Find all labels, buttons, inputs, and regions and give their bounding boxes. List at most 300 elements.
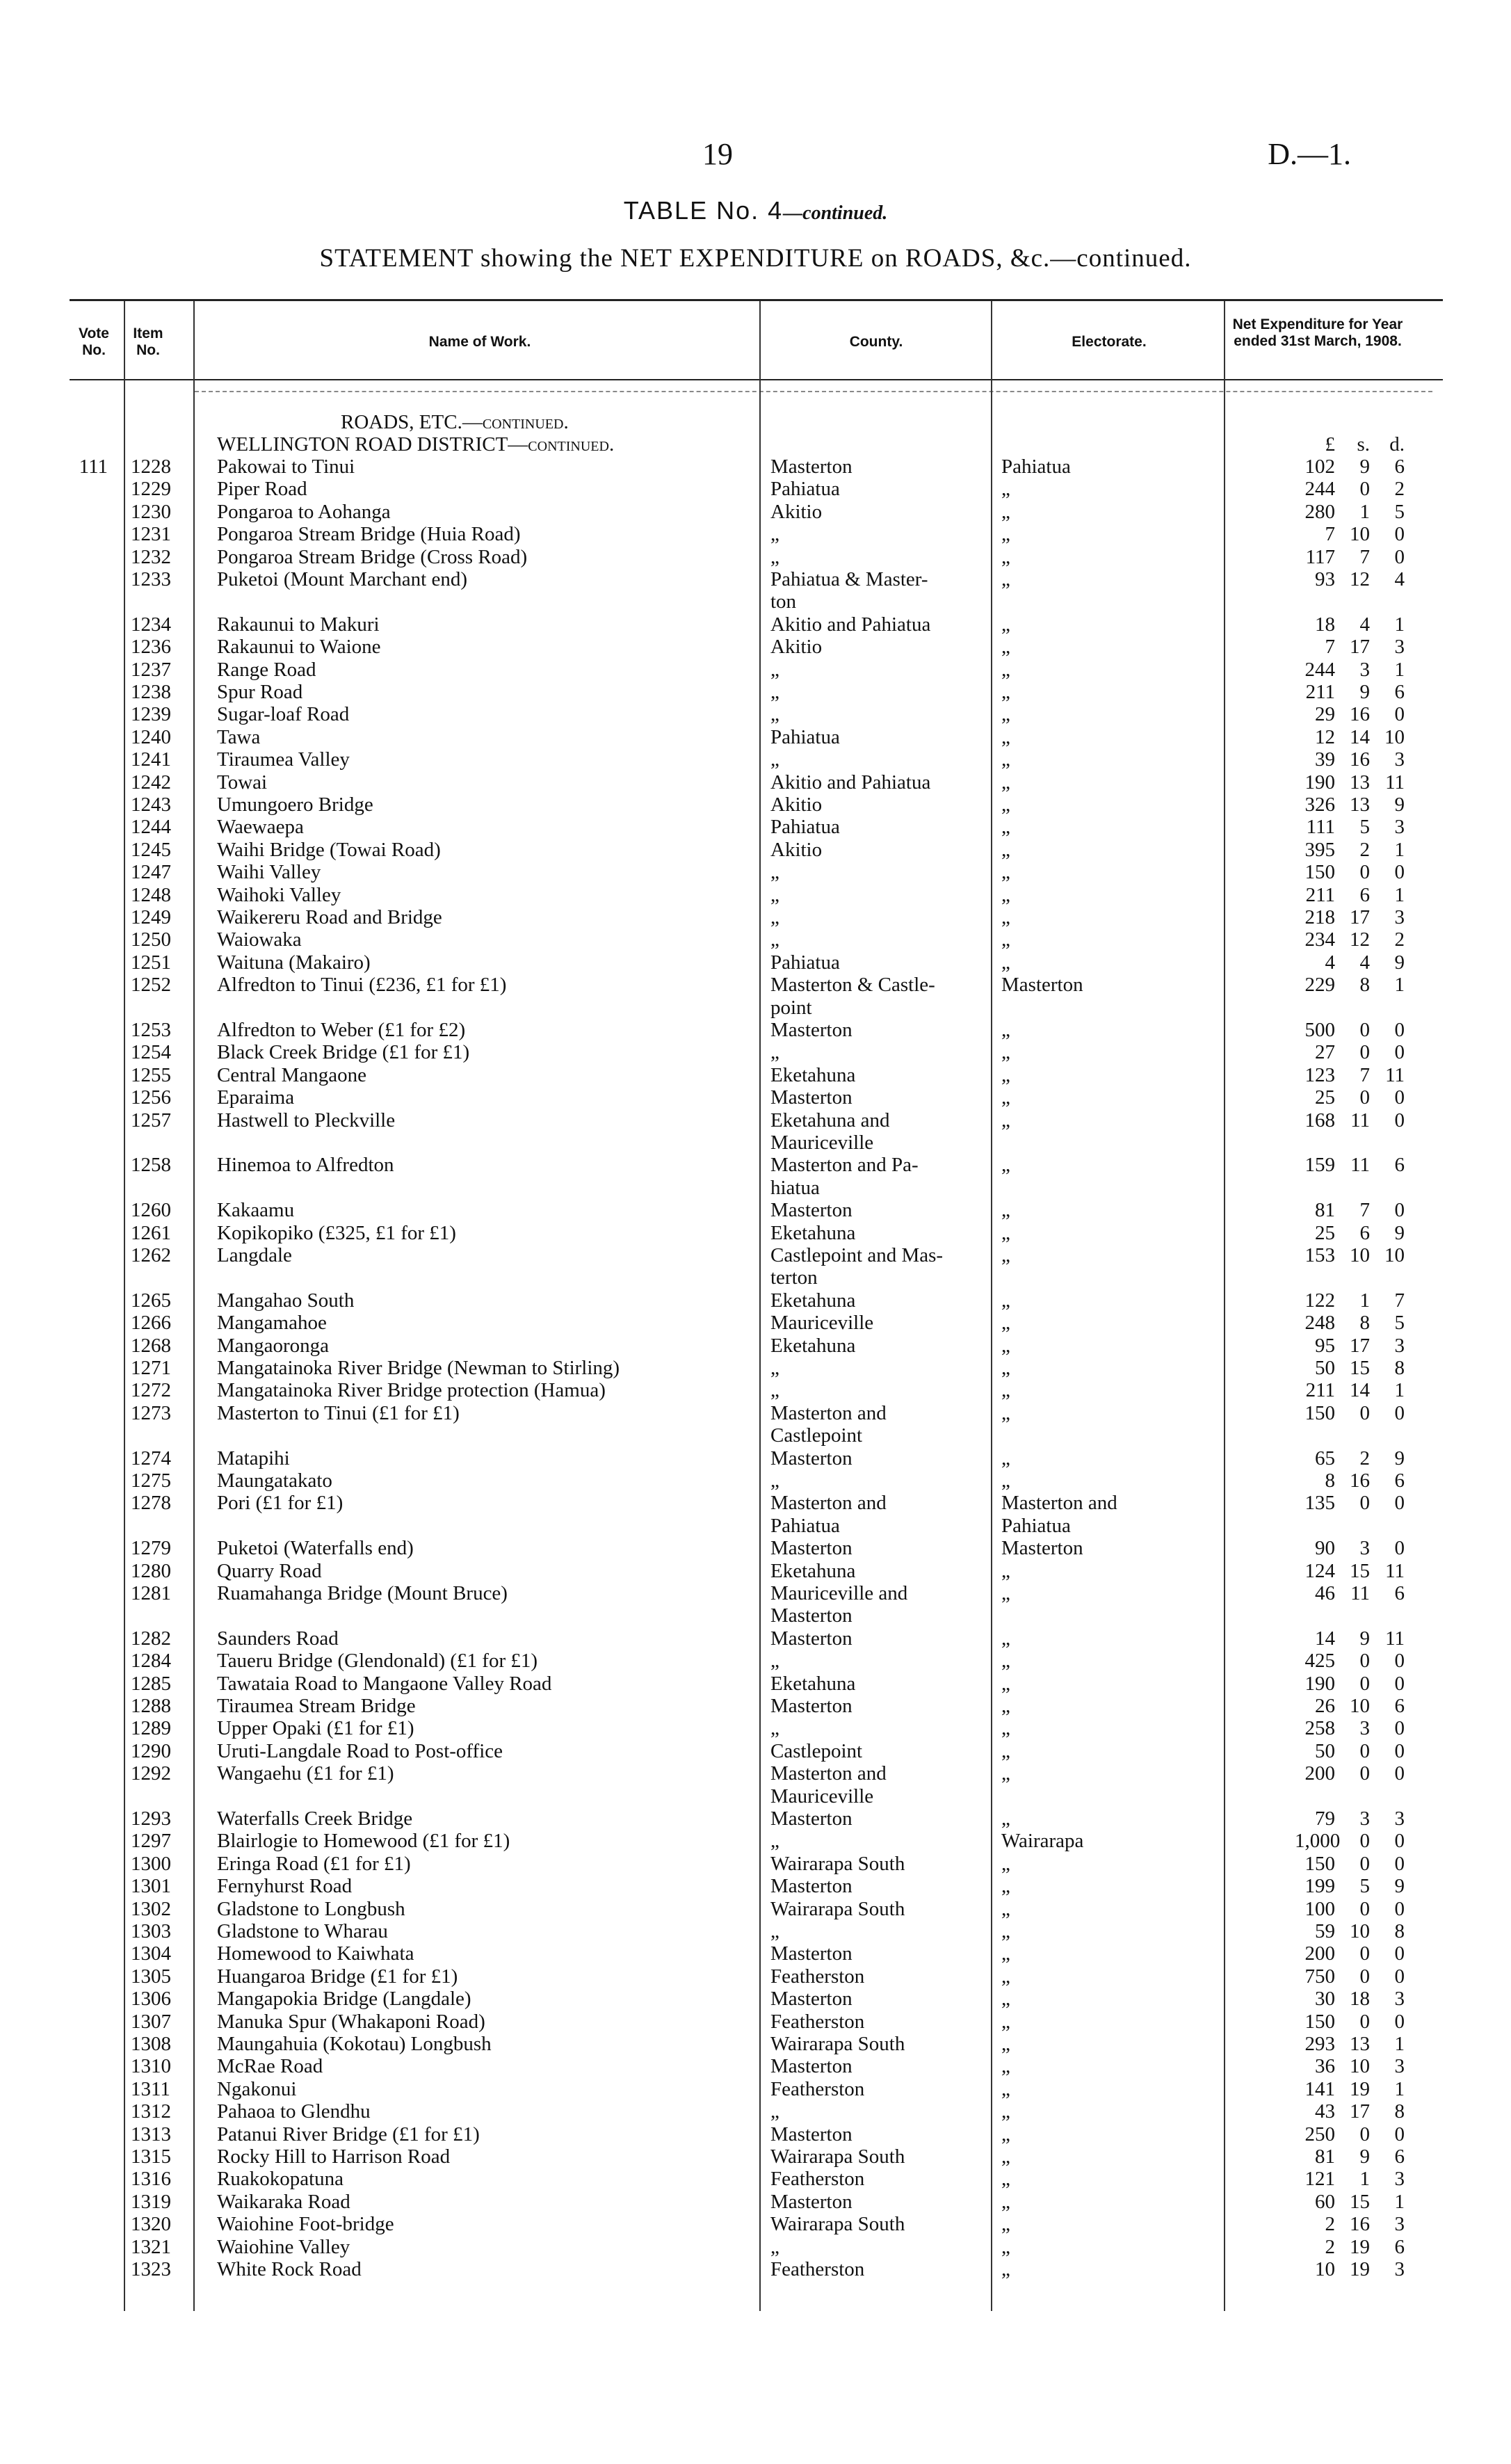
- amount-pence: 9: [1394, 1221, 1405, 1244]
- electorate: „: [1001, 951, 1010, 974]
- amount-pounds: 141: [1304, 2077, 1335, 2100]
- amount-pounds: 200: [1304, 1762, 1335, 1785]
- electorate: „: [1001, 1717, 1010, 1740]
- amount-shillings: 9: [1359, 1627, 1370, 1650]
- county-cont: point: [770, 996, 812, 1019]
- table-subtitle: STATEMENT showing the NET EXPENDITURE on ROADS, &c.—continued.: [319, 244, 1192, 273]
- amount-pounds: 150: [1304, 861, 1335, 884]
- work-name: Alfredton to Weber (£1 for £2): [217, 1019, 466, 1041]
- electorate: „: [1001, 1672, 1010, 1695]
- work-name: Matapihi: [217, 1447, 290, 1469]
- item-number: 1303: [131, 1920, 171, 1942]
- work-name: Tawa: [217, 725, 261, 748]
- electorate: „: [1001, 613, 1010, 636]
- county: Akitio: [770, 838, 823, 861]
- item-number: 1281: [131, 1582, 171, 1604]
- work-name: Ngakonui: [217, 2077, 297, 2100]
- amount-shillings: 15: [1350, 2190, 1370, 2213]
- amount-pence: 2: [1394, 928, 1405, 951]
- amount-shillings: 15: [1350, 1357, 1370, 1379]
- work-name: Waikereru Road and Bridge: [217, 906, 442, 928]
- amount-shillings: 19: [1350, 2077, 1370, 2100]
- item-number: 1300: [131, 1852, 171, 1875]
- amount-pounds: 93: [1315, 568, 1335, 590]
- amount-pounds: 79: [1315, 1807, 1335, 1830]
- item-number: 1231: [131, 523, 171, 546]
- amount-pounds: 39: [1315, 748, 1335, 771]
- work-name: Towai: [217, 771, 268, 794]
- county: Mauriceville: [770, 1312, 874, 1335]
- work-name: Kopikopiko (£325, £1 for £1): [217, 1221, 456, 1244]
- county: Akitio: [770, 794, 823, 816]
- amount-pence: 1: [1394, 838, 1405, 861]
- county: Eketahuna: [770, 1221, 856, 1244]
- county: Featherston: [770, 1965, 865, 1988]
- amount-pence: 8: [1394, 1357, 1405, 1379]
- amount-shillings: 3: [1359, 658, 1370, 681]
- county: Masterton: [770, 2190, 853, 2213]
- amount-pounds: 200: [1304, 1942, 1335, 1965]
- county: Masterton: [770, 1807, 853, 1830]
- item-number: 1233: [131, 568, 171, 590]
- electorate: „: [1001, 1988, 1010, 2011]
- amount-shillings: 0: [1359, 1965, 1370, 1988]
- electorate: „: [1001, 1739, 1010, 1762]
- item-number: 1275: [131, 1469, 171, 1492]
- electorate: Masterton and: [1001, 1492, 1117, 1515]
- amount-pounds: 1,000: [1295, 1830, 1341, 1853]
- electorate: „: [1001, 1897, 1010, 1920]
- amount-shillings: 6: [1359, 1221, 1370, 1244]
- work-name: Rakaunui to Makuri: [217, 613, 380, 636]
- amount-pounds: 10: [1315, 2258, 1335, 2280]
- amount-pounds: 59: [1315, 1920, 1335, 1942]
- item-number: 1323: [131, 2258, 171, 2280]
- amount-pence: 3: [1394, 2258, 1405, 2280]
- electorate: „: [1001, 2235, 1010, 2258]
- county: Wairarapa South: [770, 2213, 905, 2236]
- amount-shillings: 13: [1350, 2033, 1370, 2055]
- item-number: 1313: [131, 2123, 171, 2145]
- amount-pounds: 36: [1315, 2055, 1335, 2078]
- amount-pence: 1: [1394, 2077, 1405, 2100]
- item-number: 1278: [131, 1492, 171, 1515]
- amount-pounds: 2: [1325, 2213, 1335, 2236]
- amount-pounds: 60: [1315, 2190, 1335, 2213]
- amount-shillings: 0: [1359, 1086, 1370, 1109]
- work-name: Fernyhurst Road: [217, 1875, 353, 1898]
- amount-shillings: 16: [1350, 1469, 1370, 1492]
- pence-symbol: d.: [1389, 433, 1405, 456]
- electorate: „: [1001, 2145, 1010, 2168]
- county: Featherston: [770, 2258, 865, 2280]
- amount-pence: 3: [1394, 906, 1405, 928]
- amount-pounds: 199: [1304, 1875, 1335, 1898]
- county: Akitio: [770, 500, 823, 523]
- electorate: Masterton: [1001, 974, 1083, 997]
- work-name: Mangahao South: [217, 1289, 355, 1312]
- item-number: 1253: [131, 1019, 171, 1041]
- item-number: 1282: [131, 1627, 171, 1650]
- amount-shillings: 0: [1359, 1019, 1370, 1041]
- county: Pahiatua: [770, 951, 840, 974]
- header-electorate: Electorate.: [1072, 334, 1147, 350]
- electorate: „: [1001, 1762, 1010, 1785]
- item-number: 1279: [131, 1537, 171, 1560]
- amount-shillings: 0: [1359, 1942, 1370, 1965]
- amount-pounds: 100: [1304, 1897, 1335, 1920]
- item-number: 1321: [131, 2235, 171, 2258]
- amount-pence: 6: [1394, 2145, 1405, 2168]
- item-number: 1237: [131, 658, 171, 681]
- amount-pounds: 250: [1304, 2123, 1335, 2145]
- amount-pence: 1: [1394, 974, 1405, 997]
- amount-pence: 3: [1394, 636, 1405, 659]
- header-dashed-rule: [195, 391, 1432, 392]
- electorate: „: [1001, 478, 1010, 501]
- amount-shillings: 2: [1359, 1447, 1370, 1469]
- county: „: [770, 1830, 779, 1853]
- county: Wairarapa South: [770, 1897, 905, 1920]
- electorate: Pahiatua: [1001, 456, 1071, 478]
- electorate: „: [1001, 1199, 1010, 1222]
- header-vote: Vote No.: [79, 325, 109, 358]
- item-number: 1306: [131, 1988, 171, 2011]
- county: Masterton: [770, 1086, 853, 1109]
- electorate: „: [1001, 2100, 1010, 2123]
- amount-pounds: 159: [1304, 1154, 1335, 1177]
- header-bottom-rule: [70, 379, 1443, 380]
- item-number: 1250: [131, 928, 171, 951]
- amount-pence: 9: [1394, 951, 1405, 974]
- work-name: Spur Road: [217, 681, 303, 703]
- county: Masterton & Castle-: [770, 974, 935, 997]
- item-number: 1229: [131, 478, 171, 501]
- electorate: „: [1001, 658, 1010, 681]
- item-number: 1260: [131, 1199, 171, 1222]
- item-number: 1261: [131, 1221, 171, 1244]
- amount-pence: 1: [1394, 2033, 1405, 2055]
- electorate: „: [1001, 1920, 1010, 1942]
- work-name: Wangaehu (£1 for £1): [217, 1762, 394, 1785]
- amount-pounds: 8: [1325, 1469, 1335, 1492]
- amount-shillings: 16: [1350, 748, 1370, 771]
- county-cont: ton: [770, 590, 797, 613]
- item-number: 1254: [131, 1041, 171, 1064]
- item-number: 1271: [131, 1357, 171, 1379]
- work-name: Waiohine Valley: [217, 2235, 350, 2258]
- county: Pahiatua: [770, 725, 840, 748]
- amount-pence: 0: [1394, 1041, 1405, 1064]
- amount-pence: 6: [1394, 1695, 1405, 1717]
- amount-pounds: 123: [1304, 1063, 1335, 1086]
- work-name: Tiraumea Stream Bridge: [217, 1695, 416, 1717]
- item-number: 1241: [131, 748, 171, 771]
- county: Masterton: [770, 1199, 853, 1222]
- work-name: McRae Road: [217, 2055, 323, 2078]
- electorate: „: [1001, 1312, 1010, 1335]
- county: Eketahuna and: [770, 1109, 890, 1132]
- amount-shillings: 10: [1350, 2055, 1370, 2078]
- county: Masterton: [770, 1942, 853, 1965]
- work-name: Huangaroa Bridge (£1 for £1): [217, 1965, 458, 1988]
- electorate: „: [1001, 748, 1010, 771]
- amount-pence: 0: [1394, 1650, 1405, 1673]
- amount-pence: 1: [1394, 658, 1405, 681]
- amount-pounds: 190: [1304, 771, 1335, 794]
- work-name: White Rock Road: [217, 2258, 362, 2280]
- county: Featherston: [770, 2168, 865, 2191]
- col-line-electorate: [1224, 301, 1225, 2311]
- work-name: Waewaepa: [217, 816, 304, 839]
- amount-pounds: 244: [1304, 478, 1335, 501]
- county: „: [770, 681, 779, 703]
- county: Masterton: [770, 1695, 853, 1717]
- col-line-name: [759, 301, 761, 2311]
- work-name: Eringa Road (£1 for £1): [217, 1852, 411, 1875]
- amount-shillings: 14: [1350, 1379, 1370, 1402]
- amount-pence: 5: [1394, 500, 1405, 523]
- item-number: 1305: [131, 1965, 171, 1988]
- amount-pounds: 150: [1304, 1852, 1335, 1875]
- amount-pounds: 211: [1305, 681, 1335, 703]
- work-name: Uruti-Langdale Road to Post-office: [217, 1739, 503, 1762]
- item-number: 1308: [131, 2033, 171, 2055]
- county: „: [770, 545, 779, 568]
- county: Castlepoint: [770, 1739, 863, 1762]
- item-number: 1301: [131, 1875, 171, 1898]
- amount-pence: 0: [1394, 1739, 1405, 1762]
- amount-pence: 0: [1394, 1672, 1405, 1695]
- amount-pence: 1: [1394, 883, 1405, 906]
- electorate: „: [1001, 681, 1010, 703]
- electorate: „: [1001, 1221, 1010, 1244]
- amount-shillings: 11: [1350, 1582, 1370, 1604]
- amount-pounds: 168: [1304, 1109, 1335, 1132]
- amount-pounds: 30: [1315, 1988, 1335, 2011]
- amount-pence: 0: [1394, 1109, 1405, 1132]
- amount-pence: 3: [1394, 748, 1405, 771]
- amount-pounds: 124: [1304, 1559, 1335, 1582]
- item-number: 1288: [131, 1695, 171, 1717]
- amount-pence: 6: [1394, 456, 1405, 478]
- amount-pence: 0: [1394, 1965, 1405, 1988]
- work-name: Waiohine Foot-bridge: [217, 2213, 394, 2236]
- amount-pounds: 46: [1315, 1582, 1335, 1604]
- amount-shillings: 19: [1350, 2258, 1370, 2280]
- item-number: 1307: [131, 2010, 171, 2033]
- work-name: Upper Opaki (£1 for £1): [217, 1717, 414, 1740]
- electorate: „: [1001, 636, 1010, 659]
- work-name: Hinemoa to Alfredton: [217, 1154, 394, 1177]
- item-number: 1239: [131, 703, 171, 726]
- work-name: Hastwell to Pleckville: [217, 1109, 396, 1132]
- county: Masterton and: [770, 1401, 887, 1424]
- amount-shillings: 2: [1359, 838, 1370, 861]
- electorate: „: [1001, 1086, 1010, 1109]
- item-number: 1315: [131, 2145, 171, 2168]
- item-number: 1280: [131, 1559, 171, 1582]
- county: „: [770, 906, 779, 928]
- county: Eketahuna: [770, 1289, 856, 1312]
- amount-pence: 6: [1394, 2235, 1405, 2258]
- work-name: Rocky Hill to Harrison Road: [217, 2145, 451, 2168]
- amount-shillings: 14: [1350, 725, 1370, 748]
- electorate: „: [1001, 545, 1010, 568]
- item-number: 1289: [131, 1717, 171, 1740]
- amount-shillings: 0: [1359, 1041, 1370, 1064]
- electorate: „: [1001, 1334, 1010, 1357]
- amount-pence: 10: [1384, 725, 1405, 748]
- county: Masterton: [770, 1019, 853, 1041]
- amount-shillings: 19: [1350, 2235, 1370, 2258]
- county: Eketahuna: [770, 1672, 856, 1695]
- amount-pounds: 50: [1315, 1357, 1335, 1379]
- amount-pounds: 12: [1315, 725, 1335, 748]
- section-roads-label: ROADS, ETC.—continued.: [341, 411, 569, 433]
- amount-shillings: 16: [1350, 703, 1370, 726]
- item-number: 1265: [131, 1289, 171, 1312]
- county-cont: hiatua: [770, 1176, 820, 1199]
- amount-pence: 0: [1394, 1019, 1405, 1041]
- amount-shillings: 12: [1350, 928, 1370, 951]
- section-district-label: WELLINGTON ROAD DISTRICT—continued.: [217, 433, 615, 456]
- amount-shillings: 3: [1359, 1537, 1370, 1560]
- electorate: „: [1001, 703, 1010, 726]
- item-number: 1249: [131, 906, 171, 928]
- county: „: [770, 2235, 779, 2258]
- amount-pounds: 229: [1304, 974, 1335, 997]
- amount-pence: 6: [1394, 681, 1405, 703]
- amount-pence: 4: [1394, 568, 1405, 590]
- electorate: „: [1001, 1650, 1010, 1673]
- work-name: Ruakokopatuna: [217, 2168, 344, 2191]
- amount-pence: 9: [1394, 1875, 1405, 1898]
- vote-number: 111: [79, 456, 108, 478]
- county: Pahiatua: [770, 816, 840, 839]
- amount-pence: 8: [1394, 2100, 1405, 2123]
- amount-pounds: 122: [1304, 1289, 1335, 1312]
- electorate: „: [1001, 1041, 1010, 1064]
- item-number: 1304: [131, 1942, 171, 1965]
- header-item: Item No.: [133, 325, 163, 358]
- item-number: 1316: [131, 2168, 171, 2191]
- electorate: Masterton: [1001, 1537, 1083, 1560]
- amount-shillings: 13: [1350, 771, 1370, 794]
- electorate: „: [1001, 1447, 1010, 1469]
- item-number: 1243: [131, 794, 171, 816]
- electorate: „: [1001, 1357, 1010, 1379]
- electorate: „: [1001, 1379, 1010, 1402]
- electorate: „: [1001, 1875, 1010, 1898]
- amount-shillings: 0: [1359, 1852, 1370, 1875]
- electorate: „: [1001, 771, 1010, 794]
- table-title: [0, 196, 1511, 225]
- amount-pounds: 25: [1315, 1221, 1335, 1244]
- amount-shillings: 10: [1350, 523, 1370, 546]
- work-name: Langdale: [217, 1244, 292, 1266]
- county: Wairarapa South: [770, 1852, 905, 1875]
- county: „: [770, 1650, 779, 1673]
- electorate: „: [1001, 1109, 1010, 1132]
- item-number: 1284: [131, 1650, 171, 1673]
- work-name: Manuka Spur (Whakaponi Road): [217, 2010, 485, 2033]
- electorate: „: [1001, 1469, 1010, 1492]
- county: Wairarapa South: [770, 2033, 905, 2055]
- electorate: „: [1001, 1852, 1010, 1875]
- work-name: Black Creek Bridge (£1 for £1): [217, 1041, 470, 1064]
- county: Masterton and: [770, 1492, 887, 1515]
- work-name: Mangapokia Bridge (Langdale): [217, 1988, 471, 2011]
- county: Akitio: [770, 636, 823, 659]
- amount-pence: 1: [1394, 1379, 1405, 1402]
- electorate: „: [1001, 1627, 1010, 1650]
- work-name: Maungahuia (Kokotau) Longbush: [217, 2033, 492, 2055]
- work-name: Waituna (Makairo): [217, 951, 371, 974]
- amount-pounds: 135: [1304, 1492, 1335, 1515]
- amount-pounds: 425: [1304, 1650, 1335, 1673]
- amount-pounds: 258: [1304, 1717, 1335, 1740]
- amount-shillings: 0: [1359, 2123, 1370, 2145]
- amount-pounds: 750: [1304, 1965, 1335, 1988]
- amount-shillings: 6: [1359, 883, 1370, 906]
- amount-shillings: 17: [1350, 636, 1370, 659]
- county: Castlepoint and Mas-: [770, 1244, 944, 1266]
- amount-shillings: 0: [1359, 1672, 1370, 1695]
- county: „: [770, 861, 779, 884]
- amount-pounds: 293: [1304, 2033, 1335, 2055]
- county: Featherston: [770, 2010, 865, 2033]
- item-number: 1238: [131, 681, 171, 703]
- amount-pence: 0: [1394, 1897, 1405, 1920]
- amount-pounds: 7: [1325, 636, 1335, 659]
- amount-pence: 11: [1385, 1559, 1405, 1582]
- electorate: „: [1001, 2010, 1010, 2033]
- electorate: „: [1001, 500, 1010, 523]
- amount-pounds: 90: [1315, 1537, 1335, 1560]
- electorate: „: [1001, 816, 1010, 839]
- electorate: „: [1001, 1965, 1010, 1988]
- amount-pence: 3: [1394, 1334, 1405, 1357]
- amount-pence: 11: [1385, 771, 1405, 794]
- item-number: 1266: [131, 1312, 171, 1335]
- work-name: Pakowai to Tinui: [217, 456, 355, 478]
- amount-pounds: 150: [1304, 2010, 1335, 2033]
- amount-pence: 0: [1394, 1537, 1405, 1560]
- amount-pounds: 280: [1304, 500, 1335, 523]
- amount-shillings: 9: [1359, 681, 1370, 703]
- col-line-vote: [124, 301, 125, 2311]
- amount-shillings: 17: [1350, 2100, 1370, 2123]
- work-name: Pongaroa Stream Bridge (Huia Road): [217, 523, 521, 546]
- electorate: „: [1001, 906, 1010, 928]
- amount-pounds: 43: [1315, 2100, 1335, 2123]
- amount-pence: 6: [1394, 1154, 1405, 1177]
- work-name: Rakaunui to Waione: [217, 636, 381, 659]
- amount-shillings: 4: [1359, 951, 1370, 974]
- county: „: [770, 523, 779, 546]
- amount-shillings: 8: [1359, 1312, 1370, 1335]
- amount-pounds: 95: [1315, 1334, 1335, 1357]
- amount-pounds: 121: [1304, 2168, 1335, 2191]
- work-name: Puketoi (Waterfalls end): [217, 1537, 414, 1560]
- amount-pounds: 395: [1304, 838, 1335, 861]
- header-county: County.: [849, 334, 903, 350]
- amount-pounds: 26: [1315, 1695, 1335, 1717]
- amount-pounds: 7: [1325, 523, 1335, 546]
- amount-shillings: 17: [1350, 906, 1370, 928]
- item-number: 1273: [131, 1401, 171, 1424]
